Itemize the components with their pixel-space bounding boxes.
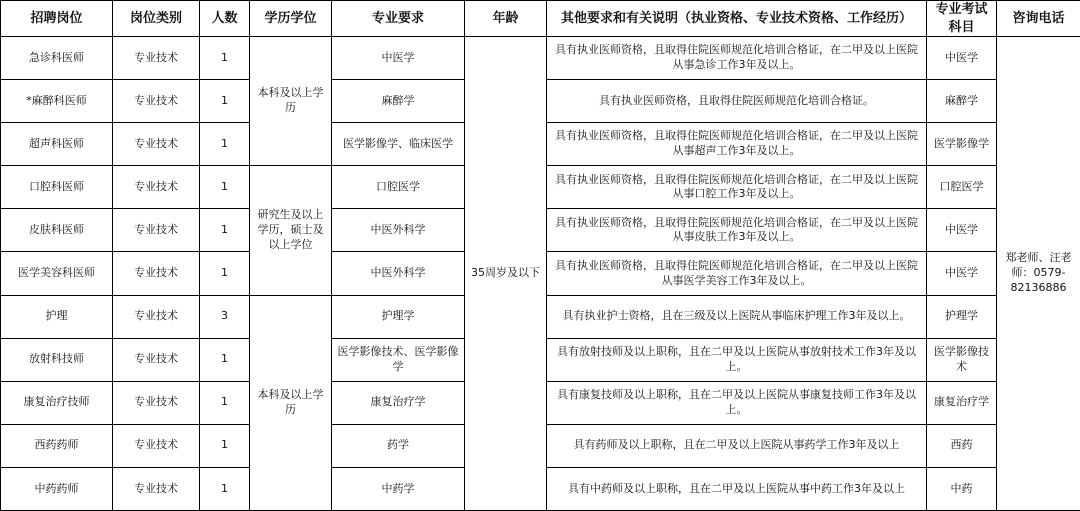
category-cell: 专业技术 (113, 209, 200, 252)
major-cell: 医学影像技术、医学影像学 (332, 338, 465, 381)
position-cell: 超声科医师 (1, 123, 113, 166)
major-cell: 中医学 (332, 37, 465, 80)
degree-cell: 本科及以上学历 (250, 295, 332, 510)
exam-cell: 医学影像学 (927, 123, 997, 166)
exam-cell: 医学影像技术 (927, 338, 997, 381)
count-cell: 1 (200, 424, 250, 467)
exam-cell: 护理学 (927, 295, 997, 338)
category-cell: 专业技术 (113, 166, 200, 209)
major-cell: 中医外科学 (332, 252, 465, 295)
category-cell: 专业技术 (113, 338, 200, 381)
count-cell: 1 (200, 166, 250, 209)
remarks-cell: 具有执业护士资格，且在三级及以上医院从事临床护理工作3年及以上。 (547, 295, 927, 338)
exam-cell: 中医学 (927, 252, 997, 295)
exam-cell: 中医学 (927, 37, 997, 80)
count-cell: 1 (200, 467, 250, 510)
position-cell: 康复治疗技师 (1, 381, 113, 424)
major-cell: 护理学 (332, 295, 465, 338)
position-cell: 急诊科医师 (1, 37, 113, 80)
count-cell: 3 (200, 295, 250, 338)
position-cell: 西药药师 (1, 424, 113, 467)
remarks-cell: 具有执业医师资格，且取得住院医师规范化培训合格证。 (547, 80, 927, 123)
category-cell: 专业技术 (113, 381, 200, 424)
exam-cell: 口腔医学 (927, 166, 997, 209)
exam-cell: 麻醉学 (927, 80, 997, 123)
remarks-cell: 具有放射技师及以上职称，且在二甲及以上医院从事放射技术工作3年及以上。 (547, 338, 927, 381)
header-category: 岗位类别 (113, 1, 200, 37)
contact-cell: 郑老师、汪老师：0579-82136886 (997, 37, 1080, 511)
remarks-cell: 具有执业医师资格，且取得住院医师规范化培训合格证，在二甲及以上医院从事口腔工作3年及以上。 (547, 166, 927, 209)
degree-cell: 本科及以上学历 (250, 37, 332, 166)
category-cell: 专业技术 (113, 37, 200, 80)
degree-cell: 研究生及以上学历，硕士及以上学位 (250, 166, 332, 295)
count-cell: 1 (200, 338, 250, 381)
remarks-cell: 具有药师及以上职称，且在二甲及以上医院从事药学工作3年及以上 (547, 424, 927, 467)
remarks-cell: 具有执业医师资格，且取得住院医师规范化培训合格证，在二甲及以上医院从事急诊工作3年及以上。 (547, 37, 927, 80)
position-cell: 皮肤科医师 (1, 209, 113, 252)
major-cell: 中医外科学 (332, 209, 465, 252)
category-cell: 专业技术 (113, 424, 200, 467)
position-cell: *麻醉科医师 (1, 80, 113, 123)
exam-cell: 中医学 (927, 209, 997, 252)
position-cell: 医学美容科医师 (1, 252, 113, 295)
major-cell: 医学影像学、临床医学 (332, 123, 465, 166)
age-cell: 35周岁及以下 (465, 37, 547, 511)
major-cell: 康复治疗学 (332, 381, 465, 424)
remarks-cell: 具有中药师及以上职称，且在二甲及以上医院从事中药工作3年及以上 (547, 467, 927, 510)
header-position: 招聘岗位 (1, 1, 113, 37)
header-row (1, 1, 1080, 37)
position-cell: 护理 (1, 295, 113, 338)
major-cell: 中药学 (332, 467, 465, 510)
header-major: 专业要求 (332, 1, 465, 37)
major-cell: 药学 (332, 424, 465, 467)
count-cell: 1 (200, 252, 250, 295)
remarks-cell: 具有执业医师资格，且取得住院医师规范化培训合格证，在二甲及以上医院从事超声工作3年及以上。 (547, 123, 927, 166)
category-cell: 专业技术 (113, 123, 200, 166)
position-cell: 口腔科医师 (1, 166, 113, 209)
remarks-cell: 具有执业医师资格，且取得住院医师规范化培训合格证，在二甲及以上医院从事皮肤工作3年及以上。 (547, 209, 927, 252)
count-cell: 1 (200, 80, 250, 123)
exam-cell: 中药 (927, 467, 997, 510)
category-cell: 专业技术 (113, 252, 200, 295)
count-cell: 1 (200, 37, 250, 80)
remarks-cell: 具有执业医师资格，且取得住院医师规范化培训合格证，在二甲及以上医院从事医学美容工作3年及以上。 (547, 252, 927, 295)
header-exam: 专业考试科目 (927, 1, 997, 37)
category-cell: 专业技术 (113, 295, 200, 338)
remarks-cell: 具有康复技师及以上职称，且在二甲及以上医院从事康复技师工作3年及以上。 (547, 381, 927, 424)
exam-cell: 西药 (927, 424, 997, 467)
category-cell: 专业技术 (113, 80, 200, 123)
header-count: 人数 (200, 1, 250, 37)
count-cell: 1 (200, 381, 250, 424)
category-cell: 专业技术 (113, 467, 200, 510)
header-contact: 咨询电话 (997, 1, 1080, 37)
exam-cell: 康复治疗学 (927, 381, 997, 424)
count-cell: 1 (200, 123, 250, 166)
header-degree: 学历学位 (250, 1, 332, 37)
position-cell: 中药药师 (1, 467, 113, 510)
major-cell: 口腔医学 (332, 166, 465, 209)
major-cell: 麻醉学 (332, 80, 465, 123)
header-remarks: 其他要求和有关说明（执业资格、专业技术资格、工作经历） (547, 1, 927, 37)
header-age: 年龄 (465, 1, 547, 37)
table-row (1, 37, 1080, 80)
position-cell: 放射科技师 (1, 338, 113, 381)
count-cell: 1 (200, 209, 250, 252)
